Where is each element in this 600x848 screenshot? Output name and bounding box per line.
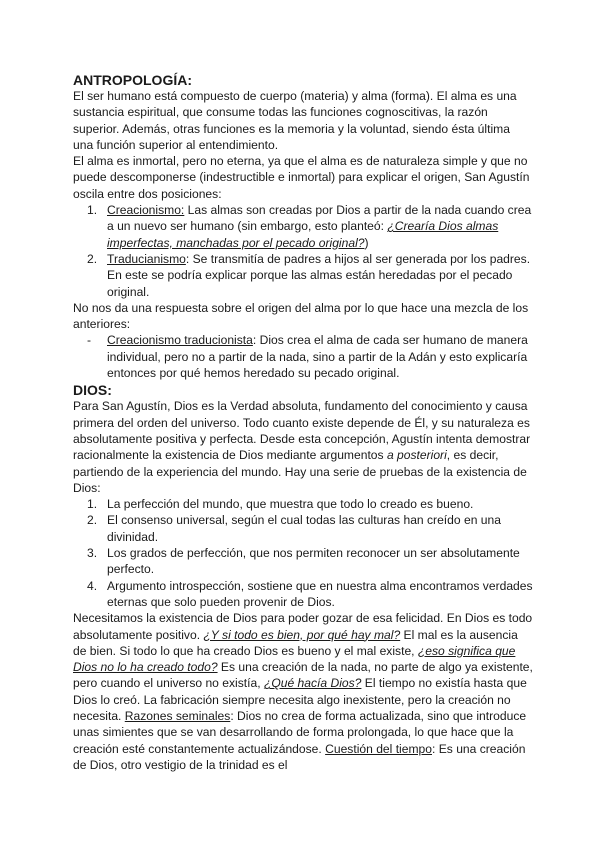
term-seminal-reasons: Razones seminales [124,708,231,723]
god-p2-text-4: El tiempo no existía hasta que Dios lo creó. La fabricación siempre necesita algo inexistente, pero la creación no necesita. [73,676,527,723]
anthropology-paragraph-1: El ser humano está compuesto de cuerpo (materia) y alma (forma). El alma es una sustancia espiritual, que consume todas las funciones cognoscitivas, la razón superior. Además, otras funciones es la memoria y la voluntad, siendo ésta última una función superior al entendimiento. [73,89,517,152]
proof-text: Los grados de perfección, que nos permiten reconocer un ser absolutamente perfecto. [107,546,520,577]
god-p2-text-3: Es una creación de la nada, no parte de algo ya existente, pero cuando el universo no existía, [73,660,533,691]
proof-item [73,512,533,545]
god-paragraph-1-b: , es decir, partiendo de la experiencia del mundo. Hay una serie de pruebas de la existencia de Dios: [73,448,527,495]
a-posteriori-term: a posteriori [386,448,447,463]
proof-item [73,578,533,611]
document-content [73,72,533,773]
god-p2-text-6: : Es una creación de Dios, otro vestigio de la trinidad es el [73,741,526,772]
mix-list [73,332,533,381]
list-number: 1. [87,203,98,218]
question-creation: ¿eso significa que Dios no lo ha creado todo? [73,643,516,675]
term-question-of-time: Cuestión del tiempo [325,741,432,756]
god-p2-text-1: Necesitamos la existencia de Dios para poder gozar de esa felicidad. En Dios es todo absolutamente positivo. [73,611,533,642]
list-number: 3. [87,546,98,561]
god-paragraph-1-a: Para San Agustín, Dios es la Verdad absoluta, fundamento del conocimiento y causa primera del orden del universo. Todo cuanto existe depende de Él, y su naturaleza es absolutamente positiva y perfecta. Desde esta concepción, Agustín intenta demostrar racionalmente la existencia de Dios mediante argumentos [73,399,531,463]
soul-origin-positions-list [73,202,533,300]
list-number: 4. [87,578,98,593]
creationism-end: ) [364,235,369,250]
anthropology-paragraph-3: No nos da una respuesta sobre el origen del alma por lo que hace una mezcla de los anteriores: [73,300,529,332]
question-what-god-did: ¿Qué hacía Dios? [263,676,362,691]
list-number: 1. [87,497,98,512]
question-evil: ¿Y si todo es bien, por qué hay mal? [203,627,401,642]
god-paragraph-2 [73,610,533,773]
god-p2-text-5: : Dios no crea de forma actualizada, sino que introduce unas simientes que se van desarrollando de forma prolongada, lo que hace que la creación esté constantemente actualizándose. [73,708,527,756]
term-creationism: Creacionismo: [107,203,185,218]
god-heading: DIOS: [73,382,112,399]
position-traducianism [73,251,533,300]
anthropology-paragraph-2: El alma es inmortal, pero no eterna, ya que el alma es de naturaleza simple y que no puede descomponerse (indestructible e inmortal) para explicar el origen, San Agustín oscila entre dos posiciones: [73,154,530,201]
term-traducianism: Traducianismo [107,251,186,266]
proof-text: Argumento introspección, sostiene que en nuestra alma encontramos verdades eternas que solo pueden provenir de Dios. [107,578,533,609]
traducionist-creationism-text: : Dios crea el alma de cada ser humano de manera individual, pero no a partir de la nada, sino a partir de la Adán y esto explicaría entonces por qué hemos heredado su pecado original. [107,333,528,381]
god-paragraph-1 [73,398,533,496]
list-bullet: - [87,333,92,348]
god-p2-text-2: El mal es la ausencia de bien. Si todo lo que ha creado Dios es bueno y el mal existe, [73,627,518,658]
creationism-text: Las almas son creadas por Dios a partir de la nada cuando crea a un nuevo ser humano (sin embargo, esto planteó: [107,203,532,234]
position-traducionist-creationism [73,332,533,381]
anthropology-heading: ANTROPOLOGÍA: [73,72,192,88]
position-creationism [73,202,533,251]
proofs-of-god-list [73,496,533,610]
creationism-question: ¿Crearía Dios almas imperfectas, manchadas por el pecado original? [107,219,499,250]
list-number: 2. [87,513,98,528]
traducianism-text: : Se transmitía de padres a hijos al ser generada por los padres. En este se podría explicar porque las almas están heredadas por el pecado original. [107,251,531,299]
proof-item [73,496,533,512]
proof-text: El consenso universal, según el cual todas las culturas han creído en una divinidad. [107,513,501,544]
proof-item [73,545,533,578]
term-traducionist-creationism: Creacionismo traducionista [107,333,253,348]
proof-text: La perfección del mundo, que muestra que todo lo creado es bueno. [107,497,474,512]
list-number: 2. [87,251,98,266]
